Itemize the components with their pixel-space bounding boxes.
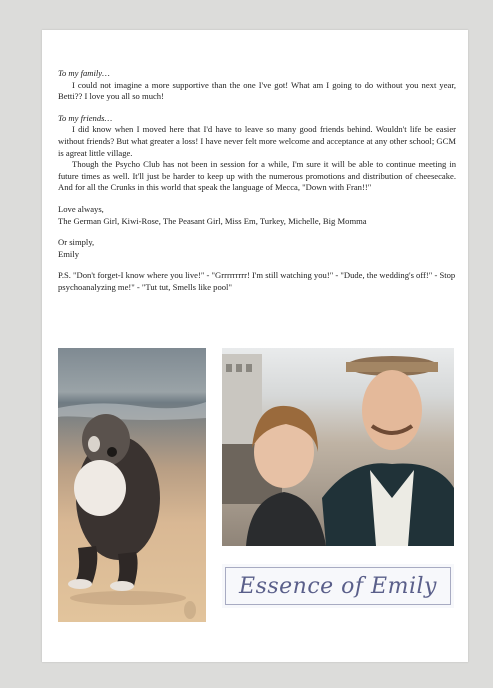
yearbook-page bbox=[42, 30, 468, 662]
postscript: P.S. "Don't forget-I know where you live!" - "Grrrrrrrrr! I'm still watching you!" - "Dude, the wedding's off!" - Stop psychoanalyzing me!" - "Tut tut, Smells like pool" bbox=[58, 270, 456, 292]
closing-names: The German Girl, Kiwi-Rose, The Peasant Girl, Miss Em, Turkey, Michelle, Big Momma bbox=[58, 215, 367, 226]
friends-paragraph-1: I did know when I moved here that I'd have to leave so many good friends behind. Wouldn't life be easier without friends? But what greater a loss! I have never felt more welcome and acceptance at any other school; GCM is agreat little village. bbox=[58, 124, 456, 158]
letter-body bbox=[58, 68, 456, 294]
caption-frame bbox=[225, 567, 451, 605]
dog-beach-photo bbox=[58, 348, 206, 622]
signature: Emily bbox=[58, 248, 80, 259]
friends-paragraph-2: Though the Psycho Club has not been in session for a while, I'm sure it will be able to continue meeting in future times as well. It'll just be harder to keep up with the numerous promotions and distribution of cheesecake. And for all the Crunks in this world that speak the language of Mecca, "Down with Fran!!" bbox=[58, 159, 456, 193]
caption-title: Essence of Emily bbox=[239, 573, 437, 599]
alt-line: Or simply, bbox=[58, 237, 95, 248]
closing-line: Love always, bbox=[58, 203, 104, 214]
friends-greeting: To my friends… bbox=[58, 112, 113, 123]
family-greeting: To my family… bbox=[58, 68, 110, 78]
family-photo bbox=[222, 348, 454, 546]
caption-box bbox=[222, 564, 454, 608]
family-paragraph: I could not imagine a more supportive than the one I've got! What am I going to do without you next year, Betti?? I love you all so much! bbox=[58, 79, 456, 102]
